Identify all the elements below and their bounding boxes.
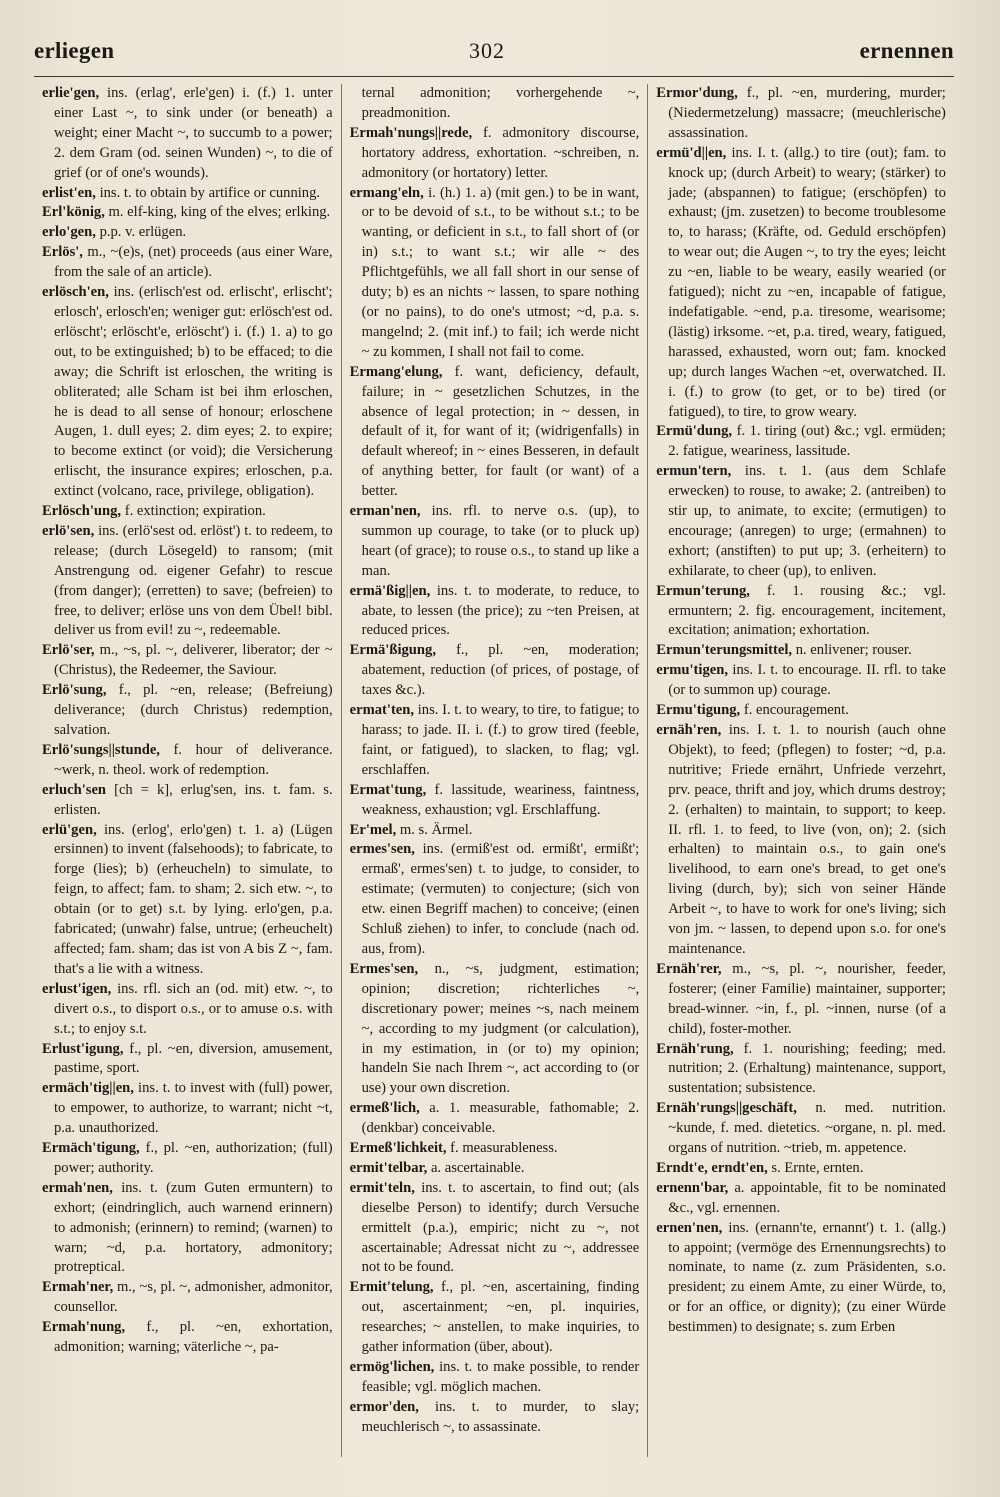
dictionary-entry bbox=[350, 781, 640, 821]
entry-headword: Ermor'dung, bbox=[656, 85, 738, 101]
entry-headword: ermä'ßig||en, bbox=[349, 582, 431, 599]
dictionary-entry bbox=[42, 1040, 333, 1080]
entry-definition: m., ~s, pl. ~, admonisher, admonitor, counsellor. bbox=[54, 1279, 333, 1316]
entry-headword: Ermah'ner, bbox=[42, 1279, 114, 1296]
dictionary-entry bbox=[350, 1179, 640, 1279]
entry-definition: n., ~s, judgment, estimation; opinion; discretion; richterliches ~, discretionary power; meines ~s, nach meinem ~, according to my judgment (or calculation), in my estimation, in (or to) my opinion; handeln Sie nach Ihrem ~, act according to (or use) your own discretion. bbox=[361, 960, 640, 1097]
entry-definition: f. 1. rousing &c.; vgl. ermuntern; 2. fig. encouragement, incitement, excitation; animation; exhortation. bbox=[668, 582, 946, 639]
entry-definition: m. s. Ärmel. bbox=[399, 821, 473, 838]
entry-headword: erlust'igen, bbox=[42, 980, 112, 997]
dictionary-entry bbox=[42, 681, 333, 741]
entry-definition: ins. t. to invest with (full) power, to empower, to authorize, to warrant; nicht ~t, p.a. unauthorized. bbox=[54, 1080, 333, 1137]
entry-headword: ermit'teln, bbox=[349, 1179, 415, 1196]
dictionary-entry bbox=[350, 363, 640, 502]
entry-headword: ernenn'bar, bbox=[656, 1179, 729, 1196]
dictionary-entry bbox=[42, 641, 333, 681]
entry-definition: [ch = k], erlug'sen, ins. t. fam. s. erlisten. bbox=[54, 781, 333, 818]
dictionary-entry bbox=[350, 184, 640, 363]
entry-definition: ins. (erlisch'est od. erlischt', erlischt'; erlosch', erlosch'en; weniger gut: erlösch'est od. erlöscht'; erlöscht'e, erlöscht') i. (f.) 1. a) to go out, to be extinguished; b) to be effaced; to die away; die Schrift ist erloschen, the writing is obliterated; alle Scham ist bei ihm erloschen, he is dead to all sense of honour; erloschene Augen, 1. dull eyes; 2. dim eyes; 2. to expire; to become extinct (or void); die Versicherung erlischt, the insurance expires; erloschen, p.a. extinct (volcano, race, privilege, obligation). bbox=[54, 284, 333, 500]
entry-definition: m. elf-king, king of the elves; erlking. bbox=[108, 204, 331, 221]
entry-headword: Ermah'nung, bbox=[42, 1319, 126, 1336]
entry-headword: erlö'sen, bbox=[42, 522, 95, 539]
entry-definition: m., ~s, pl. ~, deliverer, liberator; der ~ (Christus), the Redeemer, the Saviour. bbox=[54, 642, 333, 679]
entry-definition: ins. rfl. sich an (od. mit) etw. ~, to divert o.s., to disport o.s., or to amuse o.s. with s.t.; to enjoy s.t. bbox=[54, 980, 333, 1037]
entry-headword: Ermun'terungsmittel, bbox=[656, 642, 793, 659]
entry-headword: ermäch'tig||en, bbox=[42, 1080, 134, 1097]
dictionary-entry bbox=[42, 522, 333, 641]
dictionary-entry bbox=[42, 741, 333, 781]
entry-headword: ermü'd||en, bbox=[656, 144, 727, 161]
entry-headword: erlo'gen, bbox=[42, 224, 96, 241]
entry-headword: Ermä'ßigung, bbox=[349, 642, 436, 659]
entry-definition: f. hour of deliverance. ~werk, n. theol. work of redemption. bbox=[54, 741, 333, 778]
entry-headword: Er'mel, bbox=[349, 821, 397, 838]
dictionary-entry bbox=[42, 1318, 333, 1358]
entry-definition: f., pl. ~en, murdering, murder; (Niedermetzelung) massacre; (meuchlerische) assassination. bbox=[668, 85, 946, 141]
entry-headword: Ermun'terung, bbox=[656, 582, 750, 599]
entry-definition: a. appointable, fit to be nominated &c., vgl. ernennen. bbox=[668, 1179, 946, 1216]
dictionary-entry bbox=[350, 1398, 640, 1438]
column-1 bbox=[34, 84, 341, 1457]
entry-headword: ermun'tern, bbox=[656, 463, 732, 480]
dictionary-entry bbox=[350, 84, 640, 124]
entry-definition: i. (h.) 1. a) (mit gen.) to be in want, or to be devoid of s.t., to be without s.t.; to be wanting, or deficient in s.t., to fall short of (or in) s.t.; to want s.t.; wir alle ~ des Pflichtgefühls, we all fall short in our sense of duty; b) es an nichts ~ lassen, to spare nothing (or no pains), to do one's utmost; ~d, p.a. s. mangelnd; 2. (mit inf.) to fail; ich werde nicht ~ zu kommen, I shall not fail to come. bbox=[361, 184, 640, 360]
entry-definition: m., ~s, pl. ~, nourisher, feeder, fosterer; (einer Familie) maintainer, supporter; bread-winner. ~in, f., pl. ~innen, nurse (of a child), foster-mother. bbox=[668, 960, 946, 1037]
dictionary-entry bbox=[656, 960, 946, 1040]
entry-headword: Ermäch'tigung, bbox=[42, 1140, 140, 1157]
dictionary-entry bbox=[350, 1278, 640, 1358]
dictionary-entry bbox=[42, 84, 333, 184]
entry-headword: ermes'sen, bbox=[349, 841, 415, 858]
dictionary-entry bbox=[656, 1179, 946, 1219]
entry-headword: ermang'eln, bbox=[349, 184, 424, 201]
dictionary-entry bbox=[656, 1219, 946, 1338]
entry-definition: n. enlivener; rouser. bbox=[795, 642, 912, 659]
dictionary-entry bbox=[350, 840, 640, 959]
entry-headword: Ermeß'lichkeit, bbox=[349, 1140, 447, 1157]
entry-headword: ermit'telbar, bbox=[349, 1159, 428, 1176]
entry-headword: Ermit'telung, bbox=[349, 1279, 434, 1296]
dictionary-entry bbox=[42, 223, 333, 243]
entry-headword: ermah'nen, bbox=[42, 1179, 113, 1196]
entry-headword: ermeß'lich, bbox=[349, 1100, 420, 1117]
dictionary-entry bbox=[656, 1099, 946, 1159]
entry-definition: f., pl. ~en, release; (Befreiung) deliverance; (durch Christus) redemption, salvation. bbox=[54, 682, 333, 738]
dictionary-entry bbox=[42, 980, 333, 1040]
header-rule bbox=[34, 76, 954, 77]
dictionary-entry bbox=[42, 184, 333, 204]
entry-headword: Ernäh'rer, bbox=[656, 960, 722, 977]
entry-definition: f., pl. ~en, authorization; (full) power; authority. bbox=[54, 1140, 333, 1176]
dictionary-entry bbox=[350, 1099, 640, 1139]
running-head bbox=[34, 38, 954, 72]
dictionary-entry bbox=[350, 641, 640, 701]
dictionary-entry bbox=[42, 821, 333, 980]
entry-headword: Erl'könig, bbox=[42, 204, 105, 221]
entry-definition: ins. t. (zum Guten ermuntern) to exhort; (eindringlich, auch warnend erinnern) to admonish; (erinnern) to remind; (warnen) to warn; ~d, p.a. hortatory, admonitory; protreptical. bbox=[54, 1179, 333, 1276]
entry-definition: ternal admonition; vorhergehende ~, preadmonition. bbox=[361, 85, 640, 121]
entry-headword: Ermat'tung, bbox=[349, 781, 427, 798]
dictionary-entry bbox=[42, 1139, 333, 1179]
entry-headword: ermög'lichen, bbox=[349, 1359, 435, 1375]
entry-definition: p.p. v. erlügen. bbox=[99, 224, 187, 241]
entry-headword: Ernäh'rungs||geschäft, bbox=[656, 1100, 797, 1117]
dictionary-entry bbox=[656, 582, 946, 642]
entry-definition: f. lassitude, weariness, faintness, weakness, exhaustion; vgl. Erschlaffung. bbox=[361, 781, 640, 818]
entry-headword: Erlös', bbox=[42, 244, 83, 261]
dictionary-entry bbox=[350, 124, 640, 184]
entry-definition: n. med. nutrition. ~kunde, f. med. dietetics. ~organe, n. pl. med. organs of nutrition. ~trieb, m. appetence. bbox=[668, 1100, 946, 1157]
entry-definition: f. 1. tiring (out) &c.; vgl. ermüden; 2. fatigue, weariness, lassitude. bbox=[668, 423, 946, 460]
entry-definition: ins. t. to moderate, to reduce, to abate, to lessen (the price); zu ~ten Preisen, at reduced prices. bbox=[361, 582, 640, 639]
dictionary-entry bbox=[350, 960, 640, 1099]
dictionary-entry bbox=[42, 781, 333, 821]
entry-headword: Ermes'sen, bbox=[349, 960, 419, 977]
entry-headword: Ermah'nungs||rede, bbox=[349, 124, 473, 141]
last-headword: ernennen bbox=[859, 38, 954, 63]
entry-headword: ermor'den, bbox=[349, 1398, 419, 1415]
dictionary-entry bbox=[656, 84, 946, 144]
dictionary-entry bbox=[42, 1278, 333, 1318]
entry-definition: ins. (ermiß'est od. ermißt', ermißt'; ermaß', ermes'sen) t. to judge, to consider, to estimate; (vermuten) to conjecture; (sich von etw. einen Begriff machen) to conceive; (einen Schluß ziehen) to infer, to conclude (nach od. aus, from). bbox=[361, 841, 640, 957]
entry-definition: f. measurableness. bbox=[450, 1140, 558, 1157]
entry-headword: Ernäh'rung, bbox=[656, 1040, 734, 1057]
column-2 bbox=[341, 84, 648, 1457]
entry-definition: ins. t. to murder, to slay; meuchlerisch ~, to assassinate. bbox=[361, 1398, 640, 1435]
entry-definition: ins. I. t. to encourage. II. rfl. to take (or to summon up) courage. bbox=[668, 662, 946, 699]
entry-definition: ins. (erlö'sest od. erlöst') t. to redeem, to release; (durch Lösegeld) to ransom; (mit Anstrengung od. eigener Gefahr) to rescue (from danger); (erretten) to save; (befreien) to free, to deliver; erlöse uns von dem Übel! bibl. deliver us from evil! zu ~, redeemable. bbox=[54, 522, 333, 639]
entry-headword: Erlö'sungs||stunde, bbox=[42, 741, 160, 758]
dictionary-entry bbox=[656, 144, 946, 423]
dictionary-entry bbox=[42, 502, 333, 522]
entry-definition: f., pl. ~en, moderation; abatement, reduction (of prices, of postage, of taxes &c.). bbox=[361, 642, 640, 699]
entry-definition: f. want, deficiency, default, failure; in ~ gesetzlichen Schutzes, in the absence of legal protection; in ~ dessen, in default of it, for want of it; (widrigenfalls) in default whereof; in ~ eines Besseren, in default of anything better, for fault (or want) of a better. bbox=[361, 363, 640, 500]
first-headword: erliegen bbox=[34, 38, 115, 63]
entry-headword: erluch'sen bbox=[42, 781, 107, 798]
dictionary-entry bbox=[42, 203, 333, 223]
entry-definition: ins. rfl. to nerve o.s. (up), to summon up courage, to take (or to pluck up) heart (of grace); to rouse o.s., to stand up like a man. bbox=[361, 503, 640, 579]
entry-definition: ins. I. t. to weary, to tire, to fatigue; to harass; to jade. II. i. (f.) to grow tired (feeble, faint, or fatigued), to slacken, to flag; vgl. erschlaffen. bbox=[361, 702, 640, 778]
dictionary-entry bbox=[42, 283, 333, 502]
entry-headword: ernen'nen, bbox=[656, 1219, 723, 1236]
entry-headword: erlösch'en, bbox=[42, 284, 109, 301]
entry-definition: ins. t. 1. (aus dem Schlafe erwecken) to rouse, to awake; 2. (antreiben) to stir up, to animate, to excite; (ermutigen) to encourage; (anregen) to urge; (ermahnen) to exhort; (anstiften) to put up; 3. (erheitern) to exhilarate, to cheer (up), to enliven. bbox=[668, 463, 946, 579]
entry-definition: f. 1. nourishing; feeding; med. nutrition; 2. (Erhaltung) maintenance, support, sustentation; subsistence. bbox=[668, 1040, 946, 1097]
entry-definition: m., ~(e)s, (net) proceeds (aus einer Ware, from the sale of an article). bbox=[54, 244, 333, 281]
entry-definition: a. 1. measurable, fathomable; 2. (denkbar) conceivable. bbox=[361, 1100, 640, 1137]
dictionary-entry bbox=[350, 1159, 640, 1179]
entry-definition: ins. t. to obtain by artifice or cunning. bbox=[99, 184, 321, 201]
dictionary-entry bbox=[656, 641, 946, 661]
dictionary-entry bbox=[350, 1358, 640, 1398]
entry-definition: f. admonitory discourse, hortatory address, exhortation. ~schreiben, n. admonitory (or hortatory) letter. bbox=[361, 124, 640, 181]
dictionary-entry bbox=[42, 1179, 333, 1279]
entry-definition: ins. (erlog', erlo'gen) t. 1. a) (Lügen ersinnen) to invent (falsehoods); to fabricate, to forge (lies); b) (erheucheln) to simulate, to feign, to affect; fam. to sham; 2. sich etw. ~, to obtain (or to get) s.t. by lying. erlo'gen, p.a. fabricated; (unwahr) false, untrue; (erheuchelt) affected; fam. sham; das ist von A bis Z ~, fam. that's a lie with a witness. bbox=[54, 821, 333, 977]
entry-headword: ermu'tigen, bbox=[656, 662, 728, 679]
dictionary-entry bbox=[350, 582, 640, 642]
dictionary-entry bbox=[350, 821, 640, 841]
entry-definition: a. ascertainable. bbox=[430, 1159, 525, 1176]
entry-headword: erlist'en, bbox=[42, 184, 96, 201]
entry-definition: f., pl. ~en, ascertaining, finding out, ascertainment; ~en, pl. inquiries, researches; ~ anstellen, to make inquiries, to gather information (über, about). bbox=[361, 1279, 640, 1356]
entry-definition: f., pl. ~en, diversion, amusement, pastime, sport. bbox=[54, 1040, 333, 1077]
entry-headword: ermat'ten, bbox=[349, 702, 415, 719]
dictionary-entry bbox=[656, 1159, 946, 1179]
dictionary-entry bbox=[42, 1079, 333, 1139]
entry-definition: f., pl. ~en, exhortation, admonition; warning; väterliche ~, pa- bbox=[54, 1319, 333, 1356]
entry-headword: Erlösch'ung, bbox=[42, 503, 122, 520]
entry-definition: ins. t. to ascertain, to find out; (als dieselbe Person) to identify; durch Versuche ermittelt (p.a.), empiric; nicht zu ~, not ascertainable; Adressat nicht zu ~, addressee not to be found. bbox=[361, 1179, 640, 1276]
dictionary-entry bbox=[656, 701, 946, 721]
entry-definition: f. encouragement. bbox=[743, 702, 849, 719]
entry-definition: ins. (ernann'te, ernannt') t. 1. (allg.) to appoint; (vermöge des Ernennungsrechts) to nominate, to name (z. zum Präsidenten, s.o. president; zu einem Amte, zu einer Würde, to, or for an office, or dignity); (zu einer Würde bestimmen) to designate; s. zum Erben bbox=[668, 1219, 946, 1336]
dictionary-entry bbox=[656, 422, 946, 462]
dictionary-entry bbox=[656, 721, 946, 960]
entry-headword: ernäh'ren, bbox=[656, 722, 722, 738]
dictionary-entry bbox=[656, 462, 946, 581]
text-columns bbox=[34, 84, 954, 1457]
entry-definition: ins. I. t. (allg.) to tire (out); fam. to knock up; (durch Arbeit) to weary; (stärker) to jade; (abspannen) to fatigue; (erschöpfen) to exhaust; (jm. zusetzen) to become troublesome to, to harass; (Kräfte, od. Geduld erschöpfen) to wear out; die Augen ~, to try the eyes; leicht zu ~en, liable to be weary, easily wearied (or fatigued); nicht zu ~en, incapable of fatigue, indefatigable. ~end, p.a. tiresome, wearisome; (lästig) irksome. ~et, p.a. tired, weary, fatigued, harassed, exhausted, worn out; fam. knocked up; durch langes Wachen ~et, overwatched. II. i. (f.) to grow (to get, or to be) tired (or fatigued), to tire, to grow weary. bbox=[668, 144, 946, 420]
entry-definition: ins. I. t. 1. to nourish (auch ohne Objekt), to feed; (pflegen) to foster; ~d, p.a. nutritive; Friede ernährt, Unfriede verzehrt, prv. peace, thrift and joy, which drums destroy; 2. (erhalten) to maintain, to support; to keep. II. rfl. 1. to feed, to live (von, on); 2. (sich erhalten) to maintain o.s., to gain one's livelihood, to earn one's bread, to get one's living (durch, by); sich von seiner Hände Arbeit ~, to have to work for one's living; sich von jm. ~ lassen, to depend upon s.o. for one's maintenance. bbox=[668, 722, 946, 957]
entry-definition: ins. (erlag', erle'gen) i. (f.) 1. unter einer Last ~, to sink under (or beneath) a weight; einer Macht ~, to succumb to a power; 2. dem Gram (od. seinen Wunden) ~, to die of grief (or of one's wounds). bbox=[54, 85, 333, 181]
entry-definition: ins. t. to make possible, to render feasible; vgl. möglich machen. bbox=[361, 1359, 640, 1395]
column-3 bbox=[647, 84, 954, 1457]
entry-headword: erman'nen, bbox=[349, 503, 421, 520]
entry-headword: Ermu'tigung, bbox=[656, 702, 741, 719]
dictionary-entry bbox=[656, 1040, 946, 1100]
entry-headword: erlie'gen, bbox=[42, 85, 100, 101]
entry-headword: Erndt'e, erndt'en, bbox=[656, 1159, 768, 1176]
dictionary-entry bbox=[350, 1139, 640, 1159]
dictionary-entry bbox=[350, 502, 640, 582]
entry-headword: Ermang'elung, bbox=[349, 363, 443, 380]
entry-headword: erlü'gen, bbox=[42, 821, 97, 838]
page-number: 302 bbox=[468, 38, 505, 63]
dictionary-entry bbox=[656, 661, 946, 701]
dictionary-entry bbox=[42, 243, 333, 283]
entry-definition: f. extinction; expiration. bbox=[124, 503, 266, 520]
dictionary-entry bbox=[350, 701, 640, 781]
entry-headword: Erlö'ser, bbox=[42, 642, 95, 659]
entry-headword: Erlö'sung, bbox=[42, 682, 107, 699]
entry-headword: Ermü'dung, bbox=[656, 423, 733, 440]
entry-definition: s. Ernte, ernten. bbox=[771, 1159, 864, 1176]
entry-headword: Erlust'igung, bbox=[42, 1040, 124, 1057]
